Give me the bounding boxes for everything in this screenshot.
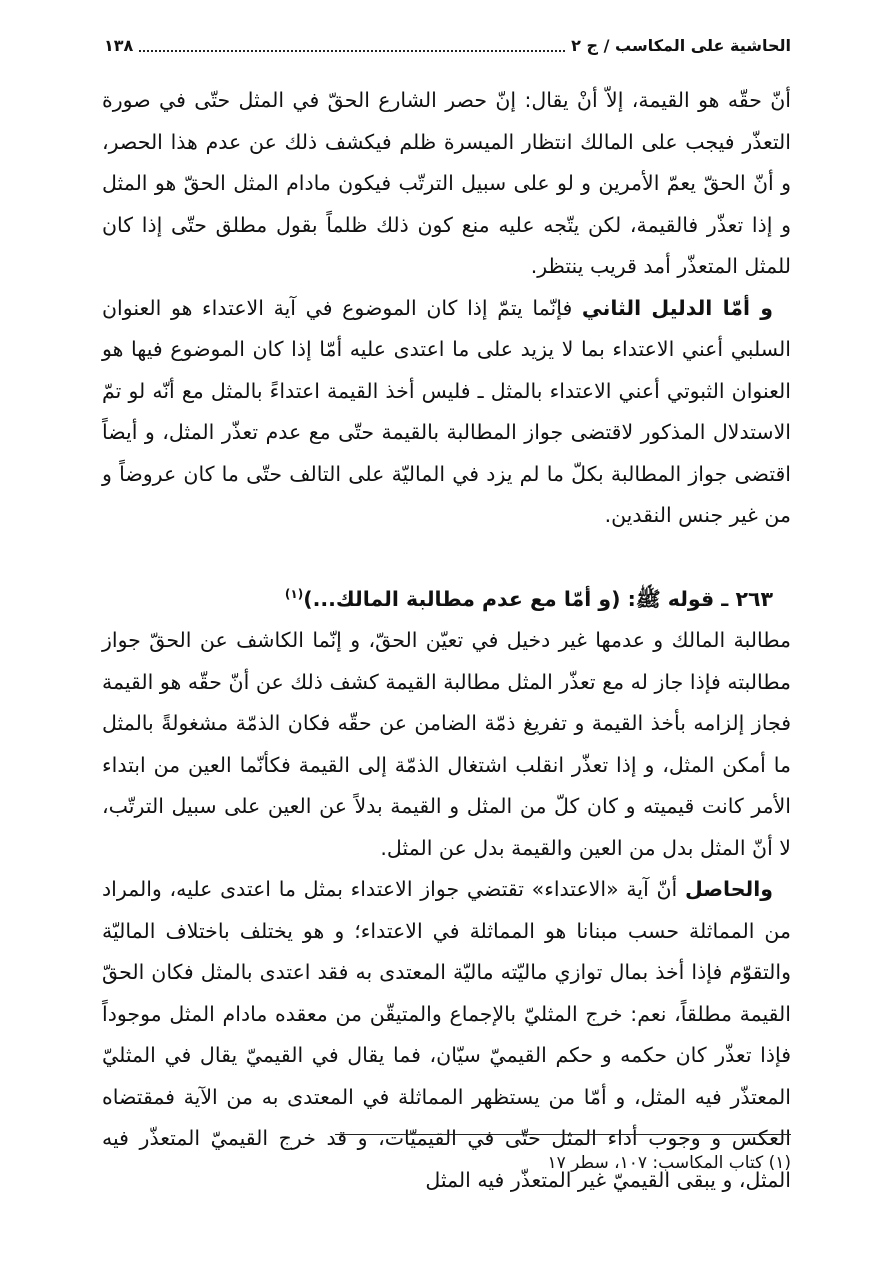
header-dotted-leader — [139, 48, 565, 52]
paragraph-lead: و أمّا الدليل الثاني — [581, 295, 773, 320]
paragraph — [102, 80, 791, 288]
page-header — [104, 36, 791, 55]
section-heading-text: ٢٦٣ ـ قوله ﷺ: (و أمّا مع عدم مطالبة المالك...) — [303, 586, 773, 611]
section-heading — [102, 579, 791, 621]
footnote-reference[interactable]: (١) — [284, 586, 304, 601]
paragraph-lead: والحاصل — [684, 877, 773, 901]
paragraph — [102, 288, 791, 537]
running-title: الحاشية على المكاسب / ج ٢ — [571, 36, 791, 55]
paragraph-text: أنّ حقّه هو القيمة، إلاّ أنْ يقال: إنّ حصر الشارع الحقّ في المثل حتّى في صورة التعذّر فيجب على المالك انتظار الميسرة ظلم فيكشف ذلك عن عدم هذا الحصر، و أنّ الحقّ يعمّ الأمرين و لو على سبيل الترتّب فيكون مادام المثل الحقّ هو المثل و إذا تعذّر فالقيمة، لكن يتّجه عليه منع كون ذلك ظلماً بقول مطلق حتّى إذا كان للمثل المتعذّر أمد قريب ينتظر. — [102, 88, 791, 278]
paragraph-text: أنّ آية «الاعتداء» تقتضي جواز الاعتداء بمثل ما اعتدى عليه، والمراد من المماثلة حسب مبنانا هو المماثلة في الاعتداء؛ و هو يختلف باختلاف الماليّة والتقوّم فإذا أخذ بمال توازي ماليّته ماليّة المعتدى به فقد اعتدى بالمثل فكان الحقّ القيمة مطلقاً، نعم: خرج المثليّ بالإجماع والمتيقّن من معقده مادام المثل موجوداً فإذا تعذّر كان حكمه و حكم القيميّ سيّان، فما يقال في القيميّ يقال في المثليّ المعتذّر فيه المثل، و أمّا من يستظهر المماثلة في المعتدى به من الآية فمقتضاه العكس و وجوب أداء المثل حتّى في القيميّات، و قد خرج القيميّ المتعذّر فيه المثل، و يبقى القيميّ غير المتعذّر فيه المثل — [102, 877, 791, 1192]
footnote-divider — [335, 1134, 791, 1135]
footnote — [102, 1150, 791, 1176]
page-body — [102, 80, 791, 1201]
footnote-text: (١) كتاب المكاسب: ١٠٧، سطر ١٧ — [547, 1153, 791, 1173]
paragraph-text: فإنّما يتمّ إذا كان الموضوع في آية الاعتداء هو العنوان السلبي أعني الاعتداء بما لا يزيد على ما اعتدى عليه أمّا إذا كان الموضوع فيها هو العنوان الثبوتي أعني الاعتداء بالمثل ـ فليس أخذ القيمة اعتداءً بالمثل مع أنّه لو تمّ الاستدلال المذكور لاقتضى جواز المطالبة بالقيمة حتّى مع عدم تعذّر المثل، و أيضاً اقتضى جواز المطالبة بكلّ ما لم يزد في الماليّة على التالف حتّى ما كان عروضاً و من غير جنس النقدين. — [102, 295, 791, 527]
page-number: ١٣٨ — [104, 36, 134, 55]
paragraph — [102, 620, 791, 869]
paragraph-text: مطالبة المالك و عدمها غير دخيل في تعيّن الحقّ، و إنّما الكاشف عن الحقّ جواز مطالبته فإذا جاز له مع تعذّر المثل مطالبة القيمة كشف ذلك عن أنّ حقّه هو القيمة فجاز إلزامه بأخذ القيمة و تفريغ ذمّة الضامن عن حقّه فكان الذمّة مشغولةً بالمثل ما أمكن المثل، و إذا تعذّر انقلب اشتغال الذمّة إلى القيمة فكأنّما العين من ابتداء الأمر كانت قيميته و كان كلّ من المثل و القيمة بدلاً عن العين على سبيل الترتّب، لا أنّ المثل بدل من العين والقيمة بدل عن المثل. — [102, 628, 791, 860]
